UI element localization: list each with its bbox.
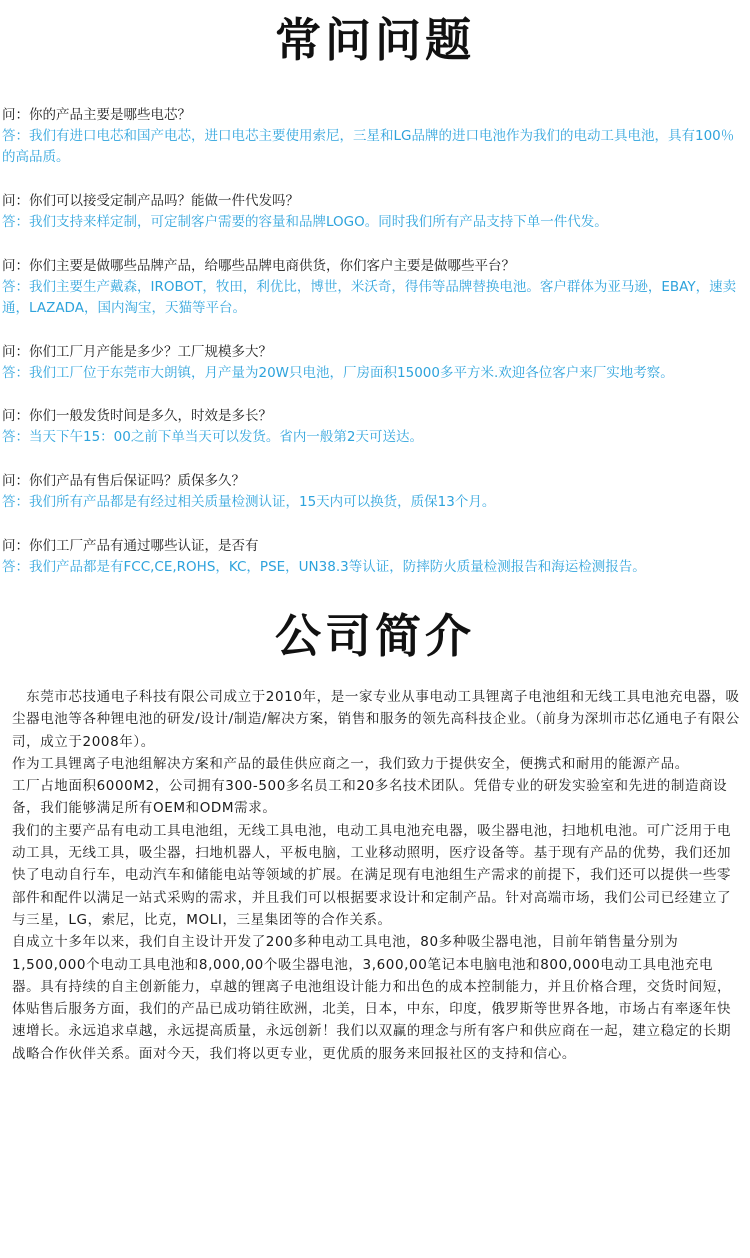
faq-answer: 答：当天下午15：00之前下单当天可以发货。省内一般第2天可送达。 xyxy=(2,429,423,445)
faq-item-1 xyxy=(0,105,750,168)
faq-item-2 xyxy=(0,191,750,233)
company-intro xyxy=(12,686,740,1065)
faq-title: 常问问题 xyxy=(275,13,475,67)
faq-question: 问：你们可以接受定制产品吗？能做一件代发吗？ xyxy=(2,193,299,209)
company-title: 公司简介 xyxy=(275,609,475,663)
intro-paragraph: 自成立十多年以来，我们自主设计开发了200多种电动工具电池，80多种吸尘器电池，目前年销售量分别为1,500,000个电动工具电池和8,000,00个吸尘器电池，3,600,00笔记本电脑电池和800,000电动工具电池充电器。具有持续的自主创新能力，卓越的锂离子电池组设计能力和出色的成本控制能力，并且价格合理，交货时间短，体贴售后服务方面，我们的产品已成功销往欧洲，北美，日本，中东，印度，俄罗斯等世界各地，市场占有率逐年快速增长。永远追求卓越，永远提高质量，永远创新！我们以双赢的理念与所有客户和供应商在一起，建立稳定的长期战略合作伙伴关系。面对今天，我们将以更专业，更优质的服务来回报社区的支持和信心。 xyxy=(12,934,732,1062)
faq-item-4 xyxy=(0,342,750,384)
faq-question: 问：你们工厂产品有通过哪些认证，是否有 xyxy=(2,538,259,554)
faq-answer: 答：我们所有产品都是有经过相关质量检测认证，15天内可以换货，质保13个月。 xyxy=(2,494,496,510)
intro-paragraph: 东莞市芯技通电子科技有限公司成立于2010年，是一家专业从事电动工具锂离子电池组和无线工具电池充电器，吸尘器电池等各种锂电池的研发/设计/制造/解决方案，销售和服务的领先高科技企业。（前身为深圳市芯亿通电子有限公司，成立于2008年）。 xyxy=(12,689,740,750)
faq-question: 问：你们一般发货时间是多久，时效是多长？ xyxy=(2,408,272,424)
faq-answer: 答：我们工厂位于东莞市大朗镇，月产量为20W只电池，厂房面积15000多平方米.欢迎各位客户来厂实地考察。 xyxy=(2,365,674,381)
faq-question: 问：你们工厂月产能是多少？工厂规模多大？ xyxy=(2,344,272,360)
faq-item-6 xyxy=(0,471,750,513)
faq-answer: 答：我们有进口电芯和国产电芯，进口电芯主要使用索尼，三星和LG品牌的进口电池作为我们的电动工具电池，具有100％的高品质。 xyxy=(2,128,735,165)
faq-item-5 xyxy=(0,406,750,448)
faq-answer: 答：我们主要生产戴森，IROBOT，牧田，利优比，博世，米沃奇，得伟等品牌替换电池。客户群体为亚马逊，EBAY，速卖通，LAZADA，国内淘宝，天猫等平台。 xyxy=(2,279,737,316)
intro-paragraph: 工厂占地面积6000M2，公司拥有300-500多名员工和20多名技术团队。凭借专业的研发实验室和先进的制造商设备，我们能够满足所有OEM和ODM需求。 xyxy=(12,778,728,817)
intro-paragraph: 作为工具锂离子电池组解决方案和产品的最佳供应商之一，我们致力于提供安全，便携式和耐用的能源产品。 xyxy=(12,755,689,772)
faq-answer: 答：我们支持来样定制，可定制客户需要的容量和品牌LOGO。同时我们所有产品支持下单一件代发。 xyxy=(2,214,608,230)
intro-paragraph: 我们的主要产品有电动工具电池组，无线工具电池，电动工具电池充电器，吸尘器电池，扫地机电池。可广泛用于电动工具，无线工具，吸尘器，扫地机器人，平板电脑，工业移动照明，医疗设备等。基于现有产品的优势，我们还加快了电动自行车，电动汽车和储能电站等领域的扩展。在满足现有电池组生产需求的前提下，我们还可以提供一些零部件和配件以满足一站式采购的需求，并且我们可以根据要求设计和定制产品。针对高端市场，我们公司已经建立了与三星，LG，索尼，比克，MOLI，三星集团等的合作关系。 xyxy=(12,822,732,928)
faq-answer: 答：我们产品都是有FCC,CE,ROHS，KC，PSE，UN38.3等认证，防摔防火质量检测报告和海运检测报告。 xyxy=(2,559,646,575)
faq-item-7 xyxy=(0,536,750,578)
faq-question: 问：你们主要是做哪些品牌产品，给哪些品牌电商供货，你们客户主要是做哪些平台？ xyxy=(2,258,515,274)
faq-question: 问：你的产品主要是哪些电芯？ xyxy=(2,107,191,123)
faq-item-3 xyxy=(0,256,750,319)
faq-question: 问：你们产品有售后保证吗？质保多久？ xyxy=(2,473,245,489)
